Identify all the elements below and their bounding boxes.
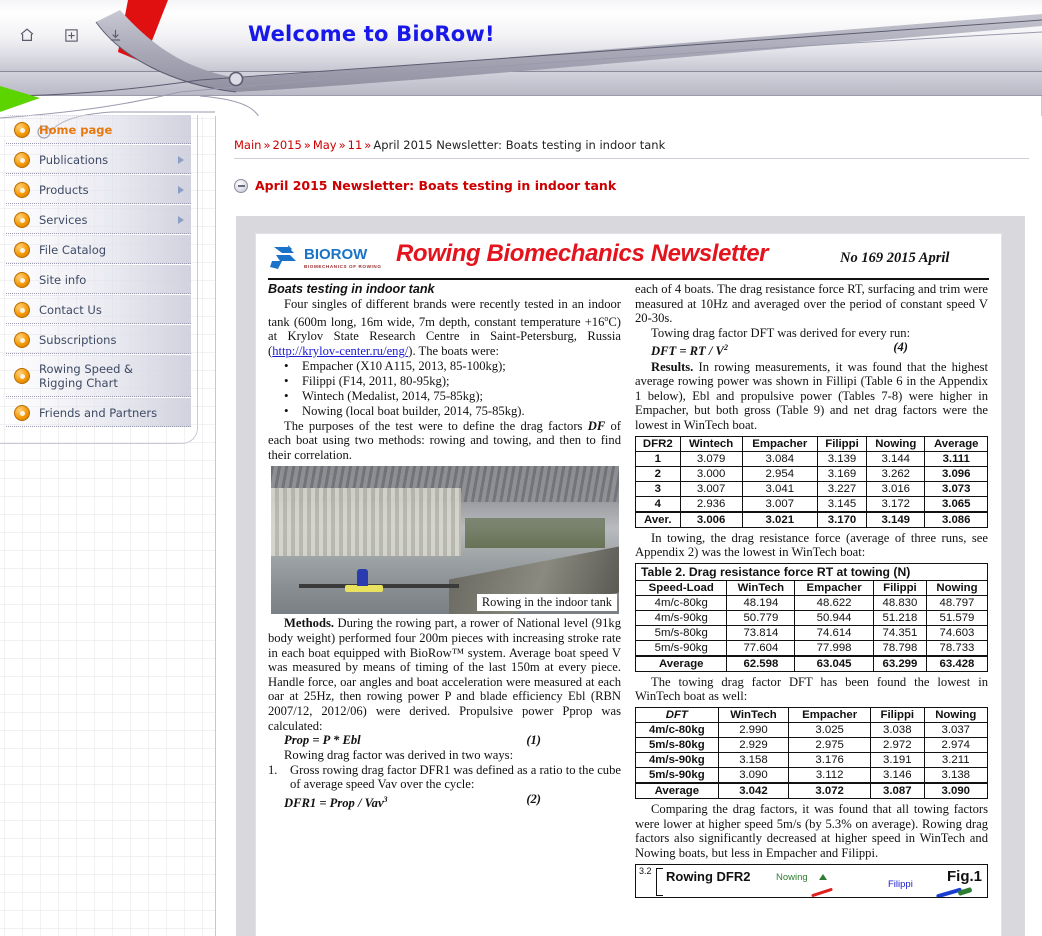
bullet-icon (14, 182, 30, 198)
list-item: • Empacher (X10 A115, 2013, 85-100kg); (284, 359, 621, 374)
cell: 3.144 (867, 451, 925, 466)
right-intro-paragraph: each of 4 boats. The drag resistance force RT, surfacing and trim were measured at 10Hz and averaged over the period of constant speed V 20-30s. (635, 282, 988, 326)
cell: 3.065 (925, 496, 988, 512)
cell: 5m/s-90kg (636, 640, 727, 656)
cell: 3.087 (871, 783, 924, 799)
table-row (636, 595, 988, 610)
breadcrumb-divider (234, 158, 1029, 159)
table-row (636, 496, 988, 512)
sidebar (0, 115, 198, 444)
cell: 2.972 (871, 737, 924, 752)
column-header: Empacher (742, 436, 817, 451)
cell: 48.830 (873, 595, 926, 610)
table-caption-row (636, 563, 988, 580)
table-footer-row (636, 783, 988, 799)
chart-axis-bracket (656, 868, 663, 896)
chart-title: Rowing DFR2 (666, 869, 751, 885)
table-row (636, 752, 988, 767)
cell: 62.598 (727, 656, 795, 672)
column-header (636, 436, 681, 451)
cell: 78.798 (873, 640, 926, 656)
equation-4-body (651, 340, 728, 359)
bullet-icon (14, 368, 30, 384)
breadcrumb-link-11[interactable]: 11 (347, 138, 363, 152)
cell: 3.172 (867, 496, 925, 512)
chart-legend-nowing: Nowing (776, 872, 808, 884)
bullet-icon (14, 332, 30, 348)
breadcrumb-separator: » (364, 138, 372, 152)
cell: 5m/s-80kg (636, 625, 727, 640)
table-row (636, 481, 988, 496)
sidebar-item-contact-us[interactable] (6, 295, 191, 324)
table-row (636, 722, 988, 737)
bullet-icon (14, 152, 30, 168)
cell: 74.603 (926, 625, 987, 640)
section-heading: Boats testing in indoor tank (268, 282, 435, 296)
chart-y-tick-label: 3.2 (639, 866, 652, 877)
column-header: Filippi (871, 707, 924, 722)
site-title: Welcome to BioRow! (248, 22, 495, 46)
chart-series-red (811, 888, 833, 898)
table-df-t (635, 707, 988, 799)
article-title: April 2015 Newsletter: Boats testing in indoor tank (255, 178, 617, 193)
chart-legend-filippi: Filippi (888, 879, 913, 891)
column-header: Nowing (867, 436, 925, 451)
cell: 2.990 (718, 722, 789, 737)
column-header: WinTech (718, 707, 789, 722)
chevron-right-icon (178, 156, 184, 164)
breadcrumb-link-2015[interactable]: 2015 (272, 138, 302, 152)
bullet-icon (14, 405, 30, 421)
add-box-icon[interactable] (62, 26, 80, 44)
cell: 3.112 (789, 767, 871, 783)
cell: 3.169 (817, 466, 866, 481)
bullet-icon (14, 302, 30, 318)
cell: 48.194 (727, 595, 795, 610)
equation-4-text: DFT = RT / V (651, 344, 724, 359)
cell: Average (636, 783, 719, 799)
equation-2-text: DFR1 = Prop / Vav (284, 796, 384, 811)
cell: 3.084 (742, 451, 817, 466)
cell: 3.000 (680, 466, 742, 481)
equation-2 (268, 792, 621, 811)
sidebar-item-label: Home page (39, 122, 113, 137)
photo-wall (271, 488, 461, 560)
methods-label: Methods. (284, 616, 335, 631)
cell: 5m/s-80kg (636, 737, 719, 752)
cell: 5m/s-90kg (636, 767, 719, 783)
cell: 3.096 (925, 466, 988, 481)
purposes-text-b: of each boat using two methods: rowing and towing, and then to find their correlation. (268, 418, 622, 462)
cell: 3.042 (718, 783, 789, 799)
column-header: WinTech (727, 580, 795, 595)
sidebar-item-label: Site info (39, 272, 87, 287)
photo-caption: Rowing in the indoor tank (477, 594, 617, 611)
breadcrumb (234, 138, 665, 152)
sidebar-item-file-catalog[interactable] (6, 235, 191, 264)
cell: 3.006 (680, 512, 742, 528)
cell: 48.797 (926, 595, 987, 610)
cell: 3.146 (871, 767, 924, 783)
page-title (234, 178, 616, 193)
cell: 63.428 (926, 656, 987, 672)
equation-2-body (284, 792, 388, 811)
intro-text-c: ). The boats were: (408, 343, 499, 358)
cell: 51.579 (926, 610, 987, 625)
cell: 3 (636, 481, 681, 496)
cell: Aver. (636, 512, 681, 528)
left-column (268, 282, 621, 898)
table-row (636, 767, 988, 783)
cell: 2.929 (718, 737, 789, 752)
photo-hull (345, 585, 383, 592)
breadcrumb-link-main[interactable]: Main (234, 138, 262, 152)
results-paragraph (635, 360, 988, 433)
column-header: Empacher (789, 707, 871, 722)
sidebar-item-label: Services (39, 212, 88, 227)
cell: 3.079 (680, 451, 742, 466)
col-label: DFR2 (642, 437, 673, 450)
degree-sup: o (604, 313, 609, 323)
methods-text: During the rowing part, a rower of National level (91kg body weight) performed four 200m pieces with increasing stroke rate in each boat equipped with BioRow™ system. Average boat speed V was measured by means of timing of the last 150m at every piece. Handle force, oar angles and boat acceleration were measured at each oar at 25Hz, then rowing power P and blade efficiency Ebl (RBN 2007/12, 2012/06) were derived. Propulsive power Pprop was calculated: (268, 616, 621, 733)
cell: 3.072 (789, 783, 871, 799)
table-row (636, 466, 988, 481)
list-item: • Wintech (Medalist, 2014, 75-85kg); (284, 389, 621, 404)
column-header: Filippi (873, 580, 926, 595)
download-icon[interactable] (106, 26, 124, 44)
cell: 3.176 (789, 752, 871, 767)
column-header: Speed-Load (636, 580, 727, 595)
cell: 73.814 (727, 625, 795, 640)
cell: 3.262 (867, 466, 925, 481)
cell: 3.170 (817, 512, 866, 528)
column-header: Filippi (817, 436, 866, 451)
cell: 1 (636, 451, 681, 466)
sidebar-item-rowing-speed-rigging-chart[interactable] (6, 355, 191, 397)
cell: 2 (636, 466, 681, 481)
sidebar-item-label: Friends and Partners (39, 405, 158, 420)
chart-legend-nowing-marker (819, 874, 827, 880)
sidebar-item-label: File Catalog (39, 242, 107, 257)
boats-list (268, 359, 621, 419)
breadcrumb-link-may[interactable]: May (312, 138, 337, 152)
cell: 50.779 (727, 610, 795, 625)
sidebar-item-services[interactable] (6, 205, 191, 234)
cell: 4m/s-90kg (636, 610, 727, 625)
cell: 4m/c-80kg (636, 722, 719, 737)
cell: 4m/c-80kg (636, 595, 727, 610)
sidebar-item-label: Products (39, 182, 89, 197)
cell: 3.145 (817, 496, 866, 512)
right-column (635, 282, 988, 898)
svg-text:BIOROW: BIOROW (304, 246, 368, 263)
cell: 3.149 (867, 512, 925, 528)
equation-4-number: (4) (893, 340, 908, 355)
cell: 3.037 (924, 722, 987, 737)
sidebar-item-home-page[interactable] (6, 115, 191, 144)
cell: 3.191 (871, 752, 924, 767)
table-row (636, 625, 988, 640)
cell: 63.299 (873, 656, 926, 672)
cell: 3.073 (925, 481, 988, 496)
equation-2-sup: 3 (383, 794, 388, 804)
sidebar-item-subscriptions[interactable] (6, 325, 191, 354)
cell: 51.218 (873, 610, 926, 625)
column-header: Average (925, 436, 988, 451)
cell: 78.733 (926, 640, 987, 656)
figure-number: Fig.1 (946, 868, 982, 886)
table-row (636, 640, 988, 656)
sidebar-item-products[interactable] (6, 175, 191, 204)
cell: 3.138 (924, 767, 987, 783)
cell: 77.998 (795, 640, 874, 656)
column-header: Empacher (795, 580, 874, 595)
methods-paragraph (268, 616, 621, 733)
drag-factor-list (268, 763, 621, 792)
cell: 77.604 (727, 640, 795, 656)
krylov-center-link[interactable]: http://krylov-center.ru/eng/ (272, 343, 409, 358)
bullet-icon (14, 212, 30, 228)
masthead-divider (268, 278, 989, 280)
sidebar-item-friends-and-partners[interactable] (6, 398, 191, 427)
list-item: Gross rowing drag factor DFR1 was defined as a ratio to the cube of average speed Vav over the cycle: (290, 762, 621, 792)
equation-4-sup: 2 (723, 343, 728, 353)
breadcrumb-separator: » (338, 138, 346, 152)
cell: 2.975 (789, 737, 871, 752)
table-header-row (636, 707, 988, 722)
intro-text-b: C) at Krylov State Research Centre in Saint-Petersburg, Russia ( (268, 314, 621, 358)
column-header: Wintech (680, 436, 742, 451)
cell: 4 (636, 496, 681, 512)
table-footer-row (636, 512, 988, 528)
cell: 2.974 (924, 737, 987, 752)
equation-1 (268, 733, 621, 748)
cell: 3.025 (789, 722, 871, 737)
purposes-paragraph (268, 419, 621, 463)
results-text: In rowing measurements, it was found that the highest average rowing power was shown in Fillipi (Table 6 in the Appendix 1 below), Ebl and propulsive power (Tables 7-8) were higher in Empacher, but both gross (Table 9) and net drag factors were the lowest in WinTech boat. (635, 359, 988, 432)
cell: 3.111 (925, 451, 988, 466)
intro-text-a: Four singles of different brands were recently tested in an indoor tank (600m long, 16m wide, 7m depth, constant temperature +16 (268, 297, 621, 329)
sidebar-item-label: Contact Us (39, 302, 102, 317)
bullet-icon (14, 242, 30, 258)
photo-rower (357, 569, 368, 586)
indoor-tank-photo (271, 466, 619, 614)
bullet-icon (14, 122, 30, 138)
newsletter-page (256, 234, 1001, 936)
chevron-right-icon (178, 186, 184, 194)
svg-text:BIOMECHANICS OF ROWING: BIOMECHANICS OF ROWING (304, 264, 382, 269)
table-header-row (636, 436, 988, 451)
table-row (636, 451, 988, 466)
figure-1-chart (635, 864, 988, 898)
cell: 74.614 (795, 625, 874, 640)
table-row (636, 610, 988, 625)
biorow-logo-icon (268, 243, 384, 275)
towing-df-result-paragraph: The towing drag factor DFT has been found the lowest in WinTech boat as well: (635, 674, 988, 704)
cell: 3.021 (742, 512, 817, 528)
cell: 2.936 (680, 496, 742, 512)
cell: 3.007 (680, 481, 742, 496)
equation-4 (635, 340, 988, 359)
newsletter-issue: No 169 2015 April (840, 250, 950, 266)
sidebar-item-label: Rowing Speed & Rigging Chart (39, 362, 134, 390)
chevron-right-icon (178, 216, 184, 224)
sidebar-item-publications[interactable] (6, 145, 191, 174)
intro-paragraph (268, 297, 621, 359)
cell: 2.954 (742, 466, 817, 481)
rowing-drag-intro: Rowing drag factor was derived in two ways: (284, 748, 514, 763)
sidebar-item-label: Publications (39, 152, 109, 167)
cell: 3.090 (718, 767, 789, 783)
equation-1-body: Prop = P * Ebl (284, 733, 361, 748)
cell: 3.139 (817, 451, 866, 466)
results-label: Results. (651, 359, 694, 374)
column-header: Nowing (926, 580, 987, 595)
breadcrumb-separator: » (263, 138, 271, 152)
table-footer-row (636, 656, 988, 672)
column-header: DFT (636, 707, 719, 722)
newsletter-columns (268, 282, 989, 898)
home-icon[interactable] (18, 26, 36, 44)
newsletter-title: Rowing Biomechanics Newsletter (396, 240, 769, 267)
equation-1-number: (1) (526, 733, 541, 748)
cell: 48.622 (795, 595, 874, 610)
cell: 3.041 (742, 481, 817, 496)
bullet-icon (14, 272, 30, 288)
sidebar-item-label: Subscriptions (39, 332, 117, 347)
cell: 3.016 (867, 481, 925, 496)
equation-2-number: (2) (526, 791, 541, 806)
cell: 3.211 (924, 752, 987, 767)
arrow-bullet-icon (234, 179, 248, 193)
cell: Average (636, 656, 727, 672)
cell: 50.944 (795, 610, 874, 625)
photo-far-structure (465, 518, 605, 548)
comparison-paragraph: Comparing the drag factors, it was found that all towing factors were lower at higher speed 5m/s (by 5.3% on average). Rowing drag factors also significantly decreased at higher speed in WinTech and Nowing boats, but less in Empacher and Filippi. (635, 801, 988, 860)
table-2-drag-resistance (635, 563, 988, 672)
breadcrumb-separator: » (303, 138, 311, 152)
cell: 3.227 (817, 481, 866, 496)
table-df-r2 (635, 436, 988, 528)
df-symbol: DF (587, 418, 606, 433)
breadcrumb-current: April 2015 Newsletter: Boats testing in indoor tank (373, 138, 666, 152)
cell: 74.351 (873, 625, 926, 640)
newsletter-masthead (268, 237, 989, 281)
towing-df-paragraph: Towing drag factor DFT was derived for every run: (651, 325, 911, 340)
cell: 3.007 (742, 496, 817, 512)
list-item: • Nowing (local boat builder, 2014, 75-85kg). (284, 404, 621, 419)
cell: 3.038 (871, 722, 924, 737)
cell: 63.045 (795, 656, 874, 672)
towing-paragraph: In towing, the drag resistance force (average of three runs, see Appendix 2) was the lowest in WinTech boat: (635, 530, 988, 560)
cell: 4m/s-90kg (636, 752, 719, 767)
table-caption: Table 2. Drag resistance force RT at towing (N) (636, 563, 988, 580)
cell: 3.090 (924, 783, 987, 799)
column-header: Nowing (924, 707, 987, 722)
table-header-row (636, 580, 988, 595)
list-item: • Filippi (F14, 2011, 80-95kg); (284, 374, 621, 389)
main-content (215, 116, 1042, 936)
purposes-text-a: The purposes of the test were to define the drag factors (284, 418, 588, 433)
browser-toolbar[interactable] (18, 26, 124, 44)
cell: 3.086 (925, 512, 988, 528)
sidebar-item-site-info[interactable] (6, 265, 191, 294)
newsletter-scan-container[interactable] (236, 216, 1025, 936)
table-row (636, 737, 988, 752)
cell: 3.158 (718, 752, 789, 767)
